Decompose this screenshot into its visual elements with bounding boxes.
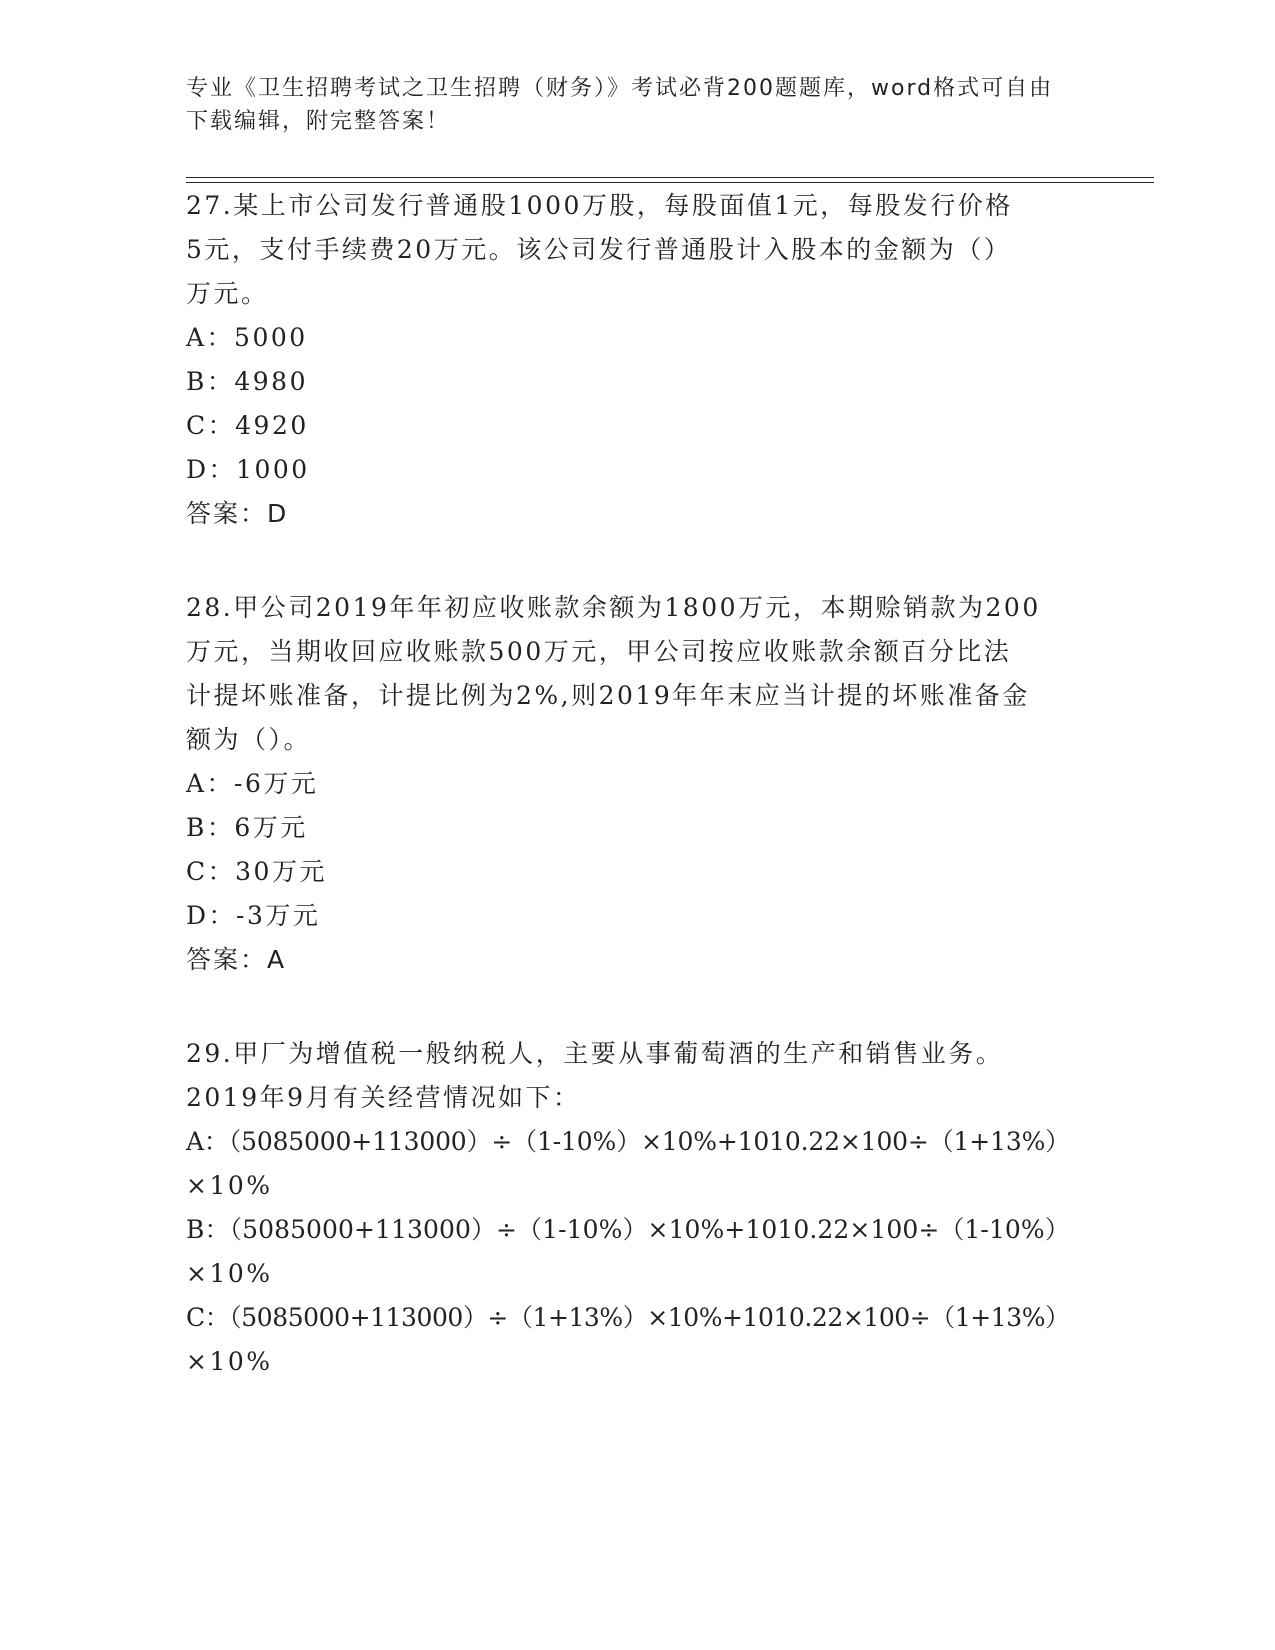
question-29-option-b-line-2: ×10% xyxy=(186,1259,273,1288)
question-29-option-c-line-2: ×10% xyxy=(186,1347,273,1376)
question-27-stem-line-3: 万元。 xyxy=(186,279,269,308)
question-28-option-d: D：-3万元 xyxy=(186,901,321,930)
question-28-stem-line-3: 计提坏账准备，计提比例为2%,则2019年年末应当计提的坏账准备金 xyxy=(186,681,1030,710)
question-29-option-b-line-1: B：（5085000+113000）÷（1-10%）×10%+1010.22×100÷（1-10%） xyxy=(186,1215,1070,1244)
question-29-stem-line-2: 2019年9月有关经营情况如下： xyxy=(186,1083,581,1112)
question-28-stem-line-2: 万元，当期收回应收账款500万元，甲公司按应收账款余额百分比法 xyxy=(186,637,1012,666)
question-27-stem-line-2: 5元，支付手续费20万元。该公司发行普通股计入股本的金额为（） xyxy=(186,235,1012,264)
question-28-option-b: B：6万元 xyxy=(186,813,308,842)
question-28-stem-line-4: 额为（）。 xyxy=(186,725,312,754)
question-29-stem-line-1: 29.甲厂为增值税一般纳税人，主要从事葡萄酒的生产和销售业务。 xyxy=(186,1039,1004,1068)
header-divider-top xyxy=(186,177,1154,178)
header-divider-bottom xyxy=(186,182,1154,183)
question-28-option-c: C：30万元 xyxy=(186,857,327,886)
question-29-option-a-line-2: ×10% xyxy=(186,1171,273,1200)
question-27-option-c: C：4920 xyxy=(186,411,309,440)
question-27-option-b: B：4980 xyxy=(186,367,308,396)
question-28-stem-line-1: 28.甲公司2019年年初应收账款余额为1800万元，本期赊销款为200 xyxy=(186,593,1041,622)
question-28-option-a: A：-6万元 xyxy=(186,769,319,798)
question-27-option-d: D：1000 xyxy=(186,455,310,484)
document-header: 专业《卫生招聘考试之卫生招聘（财务）》考试必背200题题库，word格式可自由下载编辑，附完整答案！ xyxy=(186,76,1054,134)
question-27-option-a: A：5000 xyxy=(186,323,308,352)
question-29-option-a-line-1: A：（5085000+113000）÷（1-10%）×10%+1010.22×100÷（1+13%） xyxy=(186,1127,1071,1156)
question-27-answer: 答案：D xyxy=(186,499,289,528)
question-28-answer: 答案：A xyxy=(186,945,287,974)
question-29-option-c-line-1: C：（5085000+113000）÷（1+13%）×10%+1010.22×100÷（1+13%） xyxy=(186,1303,1070,1332)
question-27-stem-line-1: 27.某上市公司发行普通股1000万股，每股面值1元，每股发行价格 xyxy=(186,191,1013,220)
